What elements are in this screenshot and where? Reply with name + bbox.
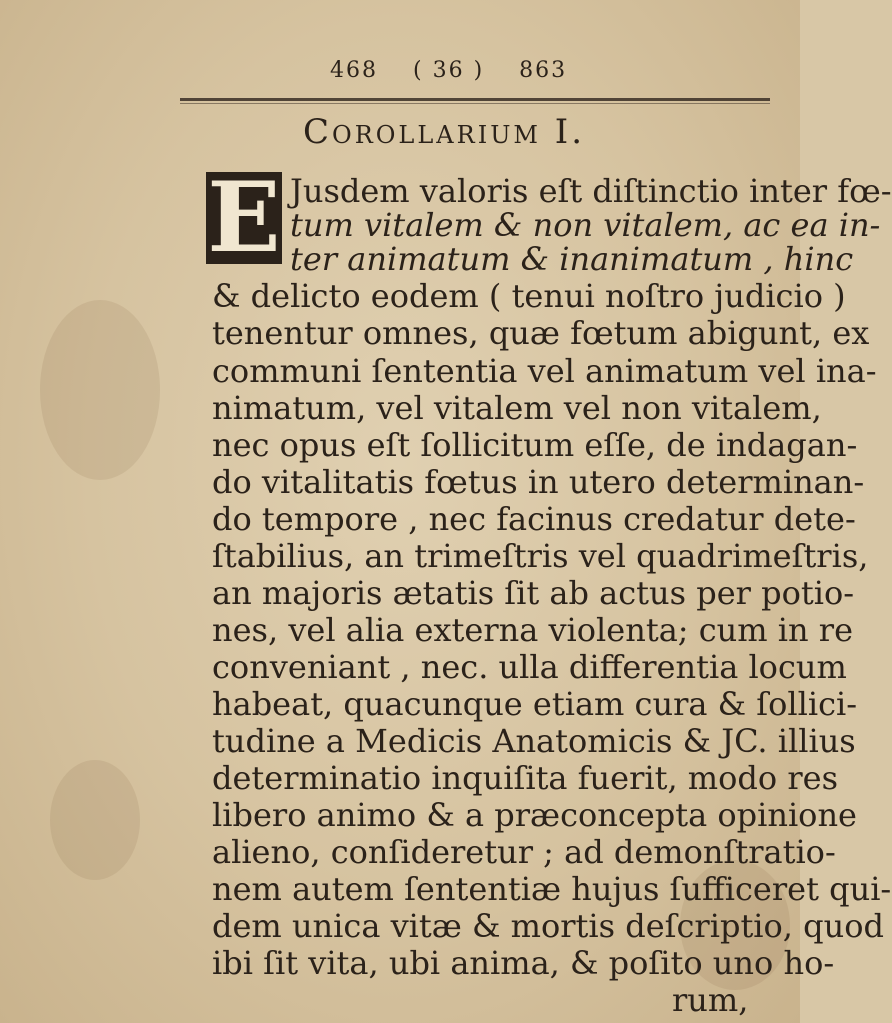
text-line-16: tudine a Medicis Anatomicis & JC. illius [212, 722, 856, 760]
header-right: 863 [519, 58, 568, 83]
text-line-19: alieno, conſideretur ; ad demonſtratio- [212, 833, 836, 871]
text-line-14: conveniant , nec. ulla differentia locum [212, 648, 847, 686]
text-line-21: dem unica vitæ & mortis deſcriptio, quod [212, 907, 884, 945]
header-rule [180, 98, 770, 101]
header-middle: ( 36 ) [413, 58, 485, 83]
text-line-8: nec opus eſt ſollicitum eſſe, de indagan- [212, 426, 858, 464]
text-line-15: habeat, quacunque etiam cura & ſollici- [212, 685, 858, 723]
text-line-13: nes, vel alia externa violenta; cum in re [212, 611, 854, 649]
text-line-20: nem autem ſententiæ hujus ſufficeret qui- [212, 870, 892, 908]
header-left: 468 [330, 58, 378, 83]
text-line-1: Jusdem valoris eſt diſtinctio inter fœ- [290, 172, 892, 210]
text-line-23: rum, [672, 981, 749, 1019]
text-line-7: nimatum, vel vitalem vel non vitalem, [212, 389, 822, 427]
text-line-18: libero animo & a præconcepta opinione [212, 796, 857, 834]
text-line-9: do vitalitatis fœtus in utero determinan- [212, 463, 865, 501]
text-line-5: tenentur omnes, quæ fœtum abigunt, ex [212, 314, 870, 352]
header-rule-thin [180, 103, 770, 104]
text-line-17: determinatio inquiſita fuerit, modo res [212, 759, 838, 797]
text-line-12: an majoris ætatis ſit ab actus per potio- [212, 574, 855, 612]
drop-cap-initial: E [207, 161, 281, 274]
text-line-22: ibi ſit vita, ubi anima, & poſito uno ho- [212, 944, 835, 982]
text-line-4: & delicto eodem ( tenui noſtro judicio ) [212, 277, 846, 315]
text-line-3: ter animatum & inanimatum , hinc [290, 240, 854, 278]
text-line-10: do tempore , nec facinus credatur dete- [212, 500, 856, 538]
section-title: Corollarium I. [303, 112, 586, 152]
text-line-2: tum vitalem & non vitalem, ac ea in- [290, 206, 881, 244]
text-line-6: communi ſententia vel animatum vel ina- [212, 352, 877, 390]
page-header [330, 58, 630, 98]
text-line-11: ſtabilius, an trimeſtris vel quadrimeſtris, [212, 537, 869, 575]
